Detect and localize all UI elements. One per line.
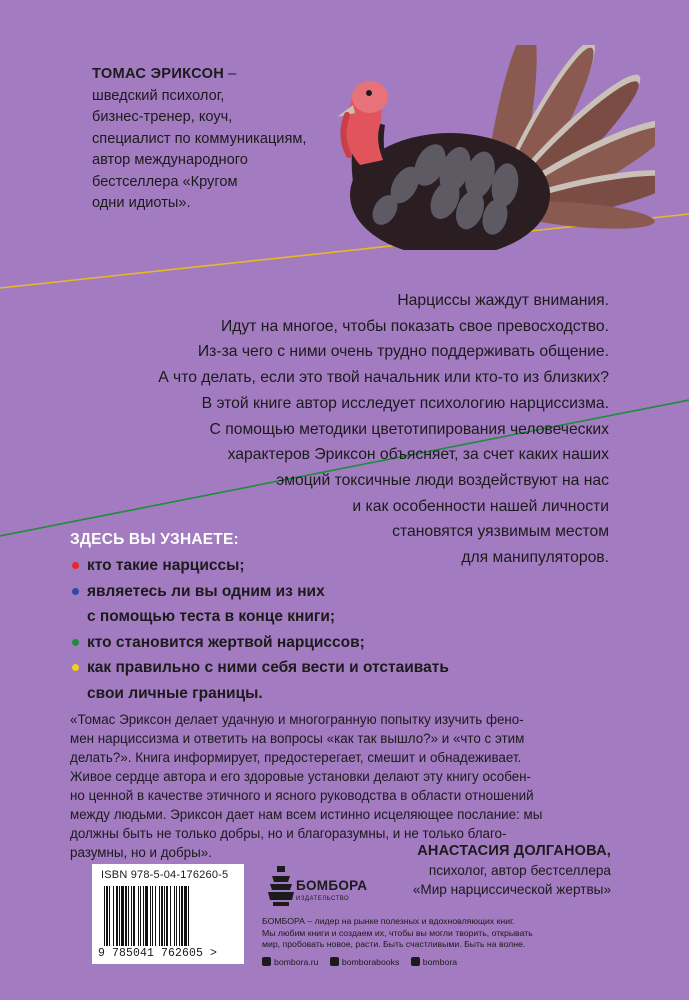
quote-line: разумны, но и добры». [70, 845, 212, 860]
barcode-bar [164, 886, 165, 946]
list-item [70, 553, 640, 579]
barcode-bar [104, 886, 105, 946]
blurb-line: становятся уязвимым местом [392, 523, 609, 541]
barcode-bar [155, 886, 156, 946]
quote-line: делать?». Книга информирует, предостерегает, смешит и обнадеживает. [70, 750, 522, 765]
list-item [70, 630, 640, 656]
quote-line: но ценной в качестве этичного и ясного руководства в области отношений [70, 788, 534, 803]
list-item-text: кто становится жертвой нарциссов; [87, 633, 365, 651]
publisher-logo [268, 862, 378, 910]
blurb-line: характеров Эриксон объясняет, за счет каких наших [227, 446, 609, 464]
blurb-line: В этой книге автор исследует психологию нарциссизма. [201, 394, 609, 412]
blurb-line: для манипуляторов. [461, 549, 609, 567]
author-bio-line: шведский психолог, [92, 87, 225, 104]
quote-line: между людьми. Эриксон дает нам всем истинно исцеляющее послание: мы [70, 807, 543, 822]
barcode-bar [181, 886, 183, 946]
social-link[interactable]: bombora.ru [274, 956, 319, 967]
list-item-text: кто такие нарциссы; [87, 557, 245, 574]
barcode-bar [138, 886, 139, 946]
author-bio-line: одни идиоты». [92, 195, 191, 211]
turkey-head [337, 81, 388, 165]
barcode-bar [143, 886, 144, 946]
barcode-bar [116, 886, 118, 946]
barcode-bar [188, 886, 189, 946]
author-bio-line: бестселлера «Кругом [92, 173, 238, 190]
author-bio [92, 64, 342, 215]
logo-wordmark: БОМБОРА [296, 878, 368, 893]
quote-line: мен нарциссизма и ответить на вопросы «как так вышло?» и «что с этим [70, 731, 525, 746]
reviewer-role: психолог, автор бестселлера [428, 863, 611, 878]
barcode-bar [131, 886, 132, 946]
barcode-bar [109, 886, 110, 946]
barcode-bar [170, 886, 171, 946]
barcode-bar [145, 886, 148, 946]
quote-line: должны быть не только добры, но и благоразумны, и не только благо- [70, 826, 507, 841]
quote-line: «Томас Эриксон делает удачную и многогранную попытку изучить фено- [70, 712, 524, 727]
author-dash: – [224, 66, 237, 82]
barcode-bars [104, 886, 232, 946]
reviewer-name: АНАСТАСИЯ ДОЛГАНОВА, [417, 843, 611, 859]
red-bullet-icon [72, 562, 79, 569]
barcode-bar [159, 886, 160, 946]
list-item [70, 579, 640, 630]
learn-heading: ЗДЕСЬ ВЫ УЗНАЕТЕ: [70, 531, 239, 548]
blurb-line: А что делать, если это твой начальник или кто-то из близких? [158, 369, 609, 387]
quote-line: Живое сердце автора и его здоровые установки делают эту книгу особен- [70, 769, 532, 784]
yellow-bullet-icon [72, 664, 79, 671]
blurb-line: Нарциссы жаждут внимания. [397, 292, 609, 309]
list-item [70, 655, 640, 706]
list-item-text: как правильно с ними себя вести и отстаивать [87, 659, 449, 676]
bomb-icon [268, 862, 294, 908]
reviewer-book: «Мир нарциссической жертвы» [412, 882, 611, 897]
quote-attribution [413, 842, 611, 899]
author-name: ТОМАС ЭРИКСОН [92, 66, 225, 82]
barcode-bar [179, 886, 180, 946]
barcode-bar [174, 886, 175, 946]
author-bio-line: специалист по коммуникациям, [92, 130, 307, 147]
blurb-line: Из-за чего с ними очень трудно поддерживать общение. [197, 343, 609, 361]
barcode-bar [161, 886, 163, 946]
list-item-text: являетесь ли вы одним из них [87, 582, 325, 600]
barcode-bar [121, 886, 124, 946]
barcode-bar [113, 886, 114, 946]
barcode-bar [140, 886, 141, 946]
isbn-barcode [92, 864, 244, 964]
social-link[interactable]: bomborabooks [341, 956, 400, 967]
barcode-bar [152, 886, 153, 946]
barcode-bar [133, 886, 135, 946]
blurb-line: С помощью методики цветотипирования человеческих [209, 420, 609, 438]
publisher-about [262, 916, 562, 951]
vk-icon [330, 957, 339, 966]
turkey-illustration [325, 45, 655, 250]
blurb-line: Идут на многое, чтобы показать свое превосходство. [220, 317, 609, 335]
about-line: мир, пробовать новое, расти. Быть счастливыми. Быть на волне. [262, 939, 526, 949]
list-item-text: с помощью теста в конце книги; [87, 608, 336, 625]
barcode-bar [106, 886, 108, 946]
list-item-text: свои личные границы. [87, 684, 263, 702]
learn-list [70, 553, 640, 706]
social-links [262, 956, 457, 967]
author-bio-line: бизнес-тренер, коуч, [92, 109, 233, 125]
instagram-icon [262, 957, 271, 966]
author-bio-line: автор международного [92, 152, 248, 168]
barcode-digits: 9 785041 762605 > [98, 947, 218, 960]
isbn-text: ISBN 978-5-04-176260-5 [101, 869, 229, 881]
book-blurb [49, 288, 609, 571]
about-line: БОМБОРА – лидер на рынке полезных и вдохновляющих книг. [262, 916, 515, 926]
blurb-line: эмоций токсичные люди воздействуют на нас [276, 471, 609, 489]
about-line: Мы любим книги и создаем их, чтобы вы могли творить, открывать [262, 927, 533, 938]
green-bullet-icon [72, 639, 79, 646]
review-quote [70, 710, 622, 862]
barcode-bar [184, 886, 187, 946]
barcode-bar [176, 886, 177, 946]
barcode-bar [166, 886, 168, 946]
logo-subtitle: ИЗДАТЕЛЬСТВО [296, 896, 350, 902]
blue-bullet-icon [72, 588, 79, 595]
barcode-bar [128, 886, 129, 946]
barcode-bar [150, 886, 151, 946]
telegram-icon [411, 957, 420, 966]
barcode-bar [125, 886, 127, 946]
blurb-line: и как особенности нашей личности [352, 497, 609, 515]
barcode-bar [119, 886, 120, 946]
social-link[interactable]: bombora [422, 956, 458, 967]
